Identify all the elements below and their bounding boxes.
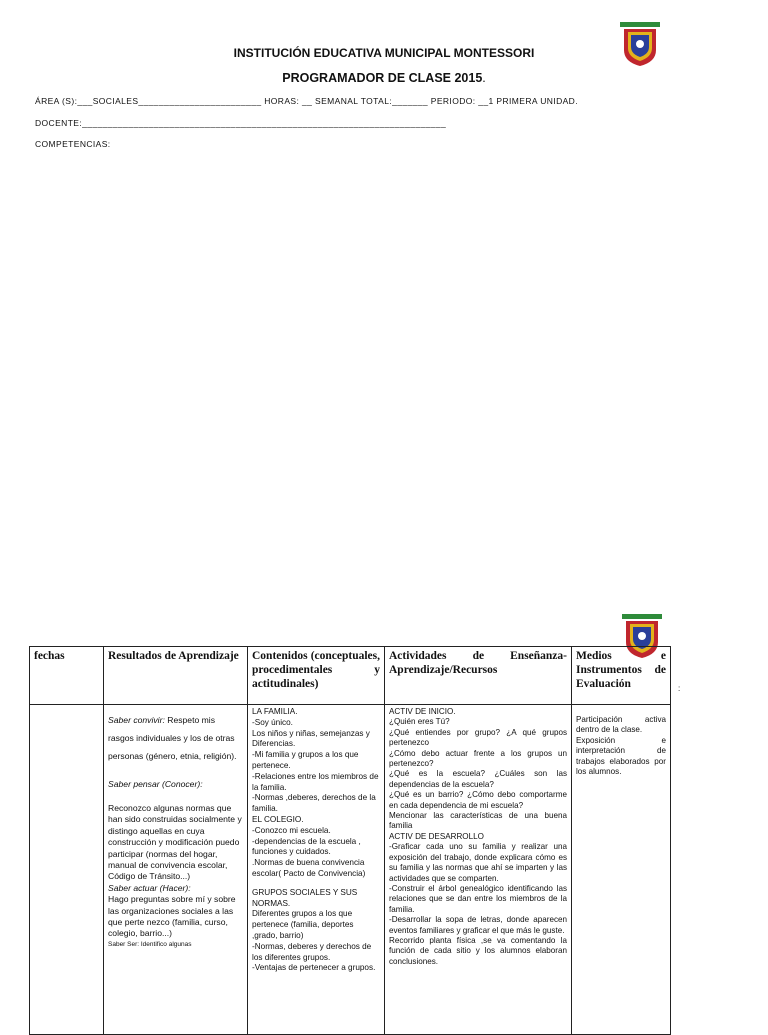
contenidos-cell [248, 705, 385, 1035]
content-item: -Soy único. [252, 717, 293, 727]
evaluation-item: Exposición e interpretación de trabajos elaborados por los alumnos. [576, 735, 666, 777]
resultados-cell [104, 705, 248, 1035]
content-item: -dependencias de la escuela , funciones y cuidados. [252, 836, 361, 857]
medios-cell [572, 705, 671, 1035]
saber-convivir: Saber convivir: Respeto mis rasgos individuales y los de otras personas (género, etnia, religión). [108, 715, 237, 761]
content-item: .Normas de buena convivencia escolar( Pacto de Convivencia) [252, 858, 366, 878]
header-actividades: Actividades de Enseñanza-Aprendizaje/Recursos [385, 647, 572, 705]
activity-item: ¿Qué entiendes por grupo? ¿A qué grupos pertenezco [389, 727, 567, 748]
institution-title: INSTITUCIÓN EDUCATIVA MUNICIPAL MONTESSORI [233, 46, 535, 60]
content-item: -Normas, deberes y derechos de los diferentes grupos. [252, 941, 372, 962]
activity-item: -Graficar cada uno su familia y realizar una exposición del trabajo, donde explicara cómo es su familia y las normas que ahí se imparten y las actividades que se comparten. [389, 842, 567, 883]
activity-item: ACTIV DE DESARROLLO [389, 831, 484, 841]
competencies-label: COMPETENCIAS: [35, 139, 111, 149]
saber-pensar-label: Saber pensar (Conocer): [108, 779, 203, 789]
content-item: GRUPOS SOCIALES Y SUS NORMAS. [252, 887, 358, 908]
activity-item: ¿Qué es un barrio? ¿Cómo debo comportarme en cada dependencia de mi escuela? [389, 790, 567, 810]
saber-actuar-label: Saber actuar (Hacer): [108, 882, 191, 893]
saber-actuar-text: Hago preguntas sobre mí y sobre las organizaciones sociales a las que perte nezco (familia, curso, colegio, barrio...) [108, 894, 236, 939]
header-resultados: Resultados de Aprendizaje [104, 647, 248, 705]
activity-item: ¿Cómo debo actuar frente a los grupos un pertenezco? [389, 748, 567, 769]
table-row [30, 705, 671, 1035]
content-item: Los niños y niñas, semejanzas y Diferencias. [252, 728, 370, 749]
activity-item: -Desarrollar la sopa de letras, donde aparecen eventos familiares y graficar el que más le guste. [389, 915, 567, 935]
activity-item: -Construir el árbol genealógico identificando las relaciones que se dan entre los miembros de la familia. [389, 883, 567, 914]
header-fechas: fechas [30, 647, 104, 705]
header-medios: Medios e Instrumentos de Evaluación [572, 647, 671, 705]
evaluation-item: Participación activa dentro de la clase. [576, 715, 666, 735]
class-plan-table [29, 646, 671, 1035]
content-item: -Mi familia y grupos a los que pertenece. [252, 750, 359, 770]
fechas-cell [30, 705, 104, 1035]
table-header-row [30, 647, 671, 705]
activity-item: ACTIV DE INICIO. [389, 707, 456, 716]
content-item: -Relaciones entre los miembros de la familia. [252, 771, 379, 792]
content-item: EL COLEGIO. [252, 814, 304, 824]
activity-item: ¿Qué es la escuela? ¿Cuáles son las dependencias de la escuela? [389, 769, 567, 789]
school-crest-logo [618, 20, 662, 68]
teacher-line: DOCENTE:_______________________________________________________________________ [35, 118, 447, 128]
content-item: -Normas ,deberes, derechos de la familia. [252, 793, 376, 814]
header-contenidos: Contenidos (conceptuales, procedimentales y actitudinales) [248, 647, 385, 705]
saber-ser-text: Saber Ser: Identifico algunas [108, 940, 192, 948]
area-line: ÁREA (S):___SOCIALES________________________ HORAS: __ SEMANAL TOTAL:_______ PERIODO: __1 PRIMERA UNIDAD. [35, 96, 578, 106]
stray-colon: : [678, 684, 681, 693]
content-item: Diferentes grupos a los que pertenece (familia, deportes ,grado, barrio) [252, 909, 354, 940]
program-title: PROGRAMADOR DE CLASE 2015. [282, 71, 486, 85]
activity-item: Mencionar las características de una buena familia [389, 811, 567, 831]
actividades-cell [385, 705, 572, 1035]
content-item: LA FAMILIA. [252, 707, 298, 716]
activity-item: ¿Quién eres Tú? [389, 717, 450, 727]
content-item: -Ventajas de pertenecer a grupos. [252, 963, 376, 973]
activity-item: Recorrido planta física ,se va comentando la función de cada sitio y los alumnos elaboran conclusiones. [389, 935, 567, 966]
saber-pensar-text: Reconozco algunas normas que han sido construidas socialmente y distingo aquellas en cuya construcción y modificación puedo participar (normas del hogar, manual de convivencia escolar, Código de Tránsito...) [108, 803, 242, 882]
content-item: -Conozco mi escuela. [252, 825, 331, 835]
